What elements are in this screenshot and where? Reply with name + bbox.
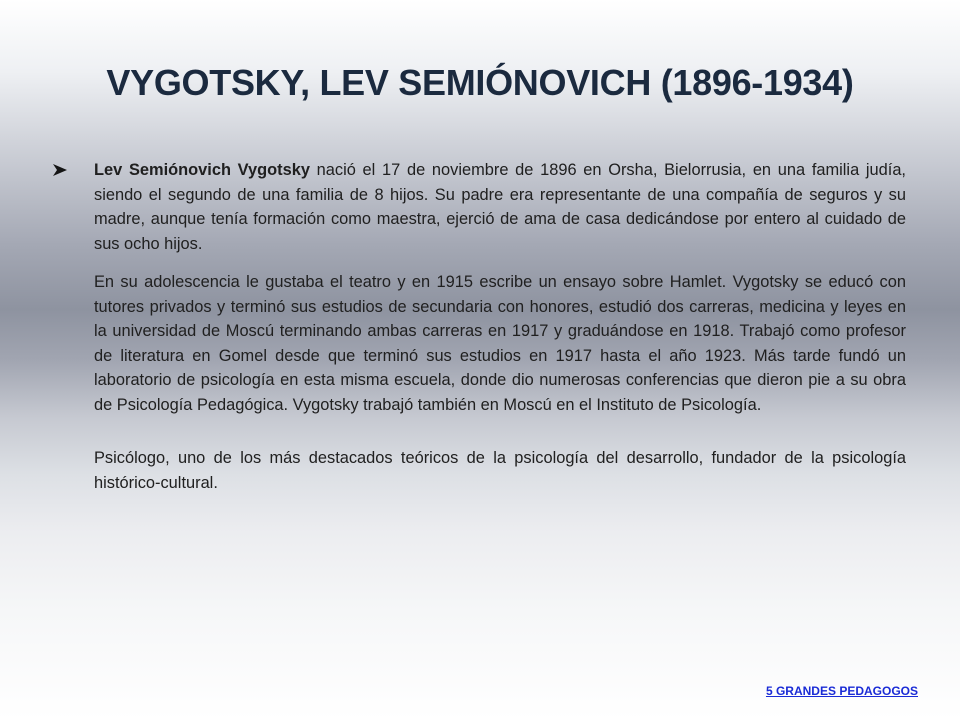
- bullet-item: [52, 158, 906, 256]
- bullet-name-bold: Lev Semiónovich Vygotsky: [94, 161, 310, 179]
- slide-title: VYGOTSKY, LEV SEMIÓNOVICH (1896-1934): [106, 62, 854, 103]
- paragraph-psychologist: Psicólogo, uno de los más destacados teóricos de la psicología del desarrollo, fundador de la psicología histórico-cultural.: [94, 449, 906, 492]
- bullet-text: [94, 158, 906, 256]
- slide-content: [52, 158, 906, 495]
- arrow-bullet-icon: [52, 158, 94, 177]
- grandes-pedagogos-link[interactable]: 5 GRANDES PEDAGOGOS: [765, 684, 918, 698]
- paragraph-adolescence: En su adolescencia le gustaba el teatro y en 1915 escribe un ensayo sobre Hamlet. Vygotsky se educó con tutores privados y terminó sus estudios de secundaria con honores, estudió dos carreras, medicina y leyes en la universidad de Moscú terminando ambas carreras en 1917 y graduándose en 1918. Trabajó como profesor de literatura en Gomel desde que terminó sus estudios en 1917 hasta el año 1923. Más tarde fundó un laboratorio de psicología en esta misma escuela, donde dio numerosas conferencias que dieron pie a su obra de Psicología Pedagógica. Vygotsky trabajó también en Moscú en el Instituto de Psicología.: [94, 273, 906, 414]
- bullet-description: nació el 17 de noviembre de 1896 en Orsha, Bielorrusia, en una familia judía, siendo el segundo de una familia de 8 hijos. Su padre era representante de una compañía de seguros y su madre, aunque tenía formación como maestra, ejerció de ama de casa dedicándose por entero al cuidado de sus ocho hijos.: [94, 161, 906, 253]
